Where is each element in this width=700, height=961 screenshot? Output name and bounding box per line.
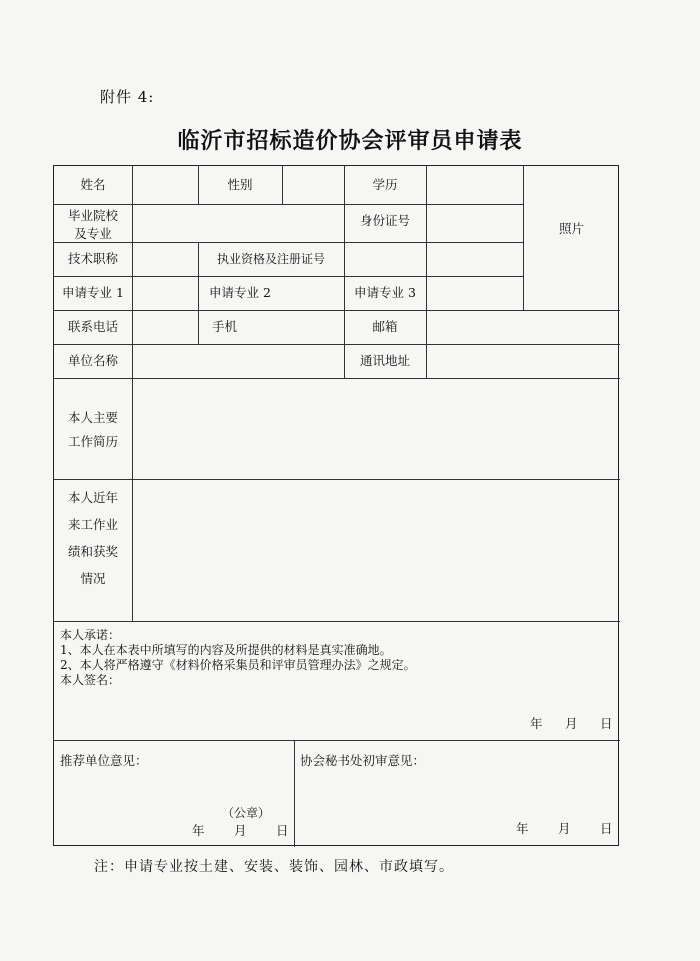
school-label-line1: 毕业院校: [67, 208, 118, 223]
recommend-label: 推荐单位意见：: [60, 753, 148, 768]
id-label: 身份证号: [359, 213, 410, 228]
school-label: [54, 207, 132, 243]
mobile-label: 手机: [212, 319, 238, 334]
secretariat-date-day: 日: [600, 821, 613, 836]
school-label-line2: 及专业: [74, 226, 112, 241]
signature-field[interactable]: [130, 676, 430, 706]
resume-label: [54, 406, 132, 454]
recommend-field[interactable]: [60, 772, 290, 802]
major3-label: 申请专业 3: [354, 285, 416, 300]
application-table: [53, 165, 619, 846]
education-field[interactable]: [428, 170, 521, 200]
secretariat-date-month: 月: [558, 821, 571, 836]
phone-label: 联系电话: [67, 319, 118, 334]
achievement-label-line2: 来工作业: [67, 517, 118, 532]
pledge-date-day: 日: [600, 716, 613, 731]
photo-label: 照片: [558, 221, 584, 236]
gender-label: 性别: [227, 177, 253, 192]
cert-label: 执业资格及注册证号: [216, 252, 325, 266]
pledge-date-year: 年: [530, 716, 543, 731]
secretariat-date-year: 年: [516, 821, 529, 836]
school-field[interactable]: [134, 206, 342, 240]
address-label: 通讯地址: [359, 353, 410, 368]
email-field[interactable]: [428, 312, 618, 342]
phone-field[interactable]: [134, 312, 196, 342]
achievement-label-line3: 绩和获奖: [67, 544, 118, 559]
name-field[interactable]: [134, 170, 196, 200]
major1-label: 申请专业 1: [62, 285, 124, 300]
pledge-item-2: 2、本人将严格遵守《材料价格采集员和评审员管理办法》之规定。: [60, 658, 416, 672]
recommend-date-month: 月: [234, 823, 247, 838]
employer-field[interactable]: [134, 346, 342, 376]
major2-label: 申请专业 2: [209, 285, 271, 300]
signature-label: 本人签名：: [60, 673, 121, 687]
name-label: 姓名: [80, 177, 106, 192]
recommend-date-day: 日: [276, 823, 289, 838]
major3-field[interactable]: [428, 278, 521, 308]
page-title: 临沂市招标造价协会评审员申请表: [177, 128, 523, 154]
achievement-field[interactable]: [134, 481, 618, 619]
resume-label-line2: 工作简历: [67, 434, 118, 449]
pledge-date-month: 月: [565, 716, 578, 731]
title-label: 技术职称: [67, 251, 118, 266]
email-label: 邮箱: [372, 319, 398, 334]
recommend-date-year: 年: [192, 823, 205, 838]
title-field[interactable]: [134, 244, 196, 274]
mobile-field[interactable]: [284, 312, 342, 342]
resume-label-line1: 本人主要: [67, 410, 118, 425]
achievement-label-line1: 本人近年: [67, 490, 118, 505]
gender-field[interactable]: [284, 170, 342, 200]
address-field[interactable]: [428, 346, 618, 376]
id-field[interactable]: [428, 206, 521, 240]
resume-field[interactable]: [134, 380, 618, 477]
seal-label: （公章）: [222, 806, 271, 820]
attachment-label: 附件 4:: [100, 88, 155, 106]
employer-label: 单位名称: [67, 353, 118, 368]
achievement-label: [54, 484, 132, 592]
secretariat-label: 协会秘书处初审意见：: [300, 753, 426, 768]
cert-field[interactable]: [346, 244, 521, 274]
footnote: 注：申请专业按土建、安装、装饰、园林、市政填写。: [94, 859, 454, 875]
major1-field[interactable]: [134, 278, 196, 308]
achievement-label-line4: 情况: [80, 571, 106, 586]
pledge-title: 本人承诺：: [60, 628, 121, 642]
major2-field[interactable]: [284, 278, 342, 308]
education-label: 学历: [372, 177, 398, 192]
secretariat-field[interactable]: [300, 772, 616, 812]
pledge-item-1: 1、本人在本表中所填写的内容及所提供的材料是真实准确地。: [60, 643, 392, 657]
